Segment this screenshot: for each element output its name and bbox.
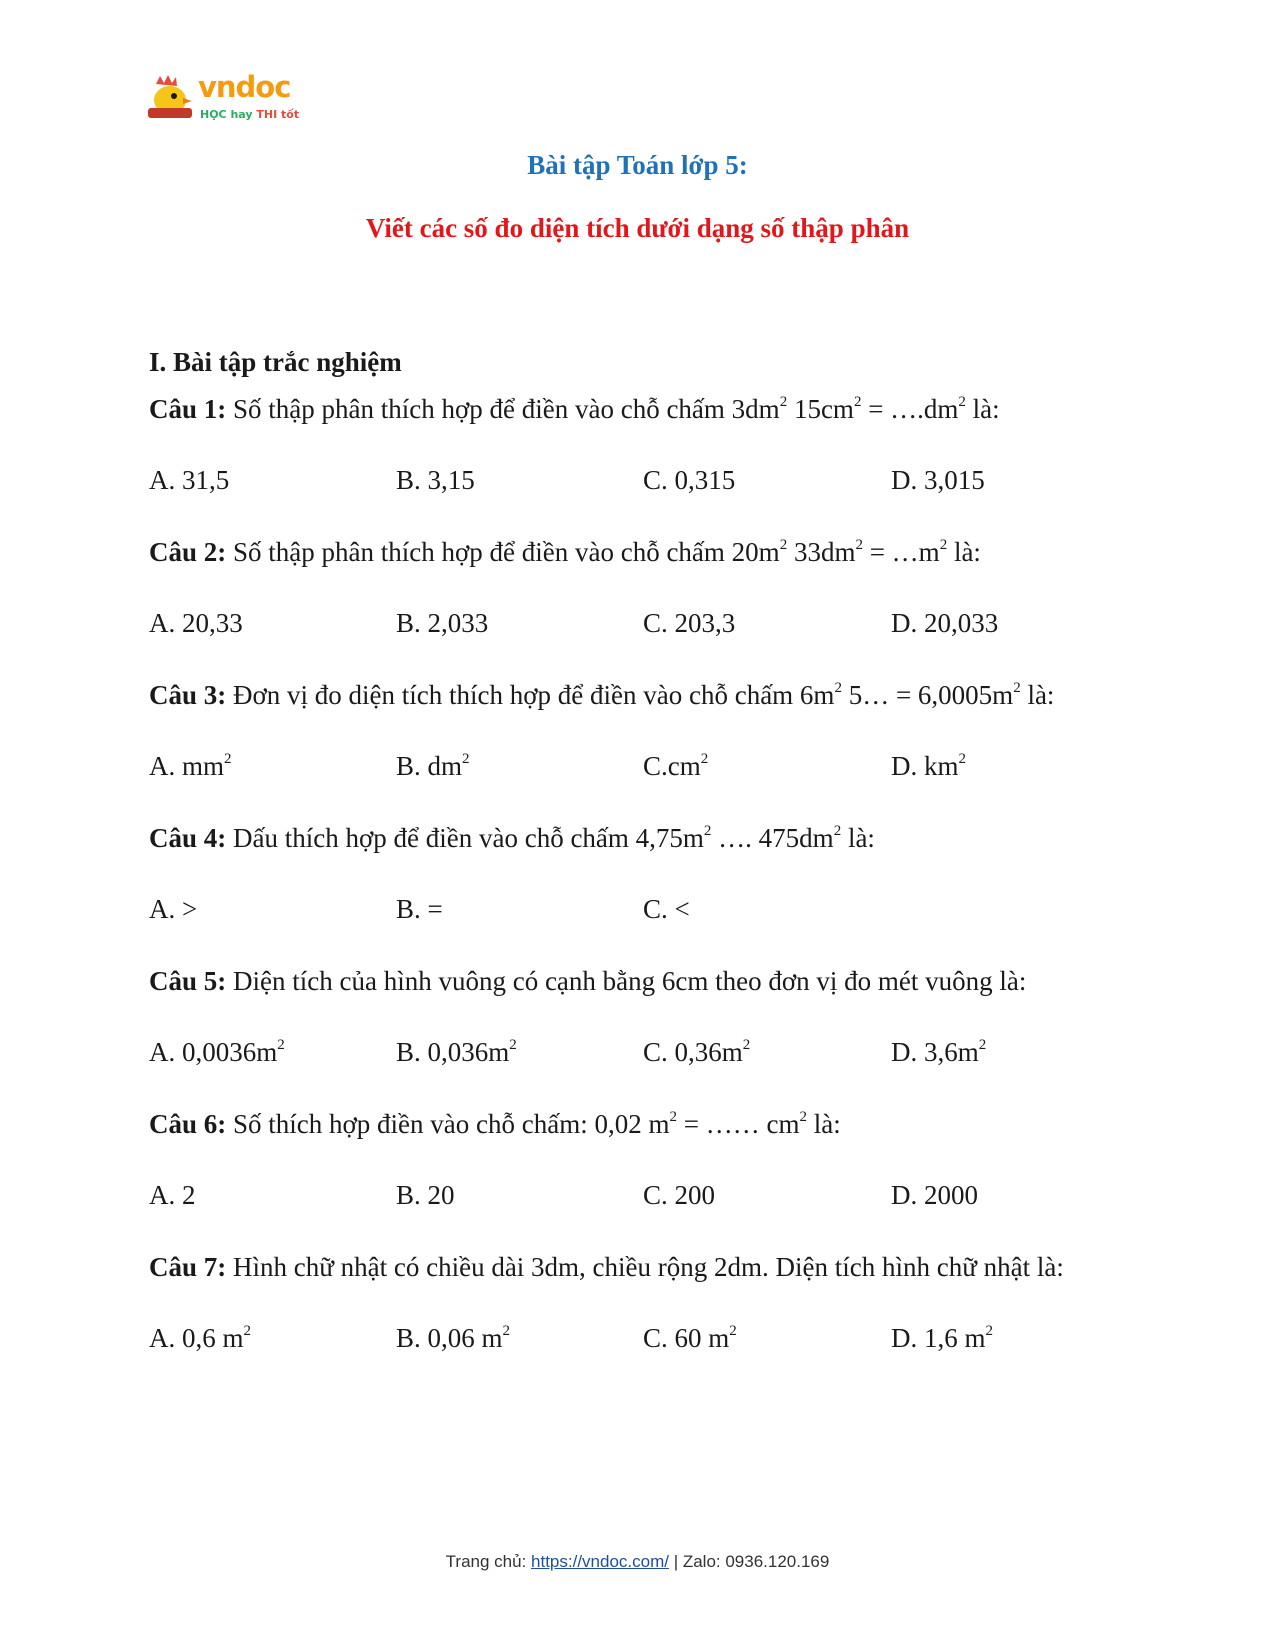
answer-option [643,465,735,496]
superscript: 2 [985,1323,993,1339]
question-1 [149,394,1000,425]
superscript: 2 [833,823,842,839]
option-text: C. 203,3 [643,608,736,638]
superscript: 2 [243,1323,251,1339]
page-title: Bài tập Toán lớp 5: [527,150,748,180]
answer-option [396,1323,510,1354]
option-text: C. 0,315 [643,465,736,495]
answer-option [643,608,735,639]
superscript: 2 [834,680,842,696]
question-text: Số thập phân thích hợp để điền vào chỗ chấm 20m [226,537,780,567]
superscript: 2 [779,394,788,410]
option-text: C. 60 m [643,1323,730,1353]
superscript: 2 [224,751,232,767]
superscript: 2 [277,1037,285,1053]
answer-option [396,608,488,639]
answer-option [149,1037,285,1068]
question-label: Câu 2: [149,537,227,567]
question-text: = …m [862,537,940,567]
superscript: 2 [939,537,948,553]
option-text: B. 2,033 [396,608,489,638]
answer-option [149,751,232,782]
answer-option [396,465,475,496]
superscript: 2 [779,537,788,553]
question-label: Câu 4: [149,823,227,853]
superscript: 2 [703,823,712,839]
question-text: Số thập phân thích hợp để điền vào chỗ chấm 3dm [226,394,780,424]
question-label: Câu 1: [149,394,227,424]
question-text: Dấu thích hợp để điền vào chỗ chấm 4,75m [226,823,704,853]
page-subtitle: Viết các số đo diện tích dưới dạng số thập phân [365,213,910,243]
option-text: C.cm [643,751,701,781]
option-text: B. dm [396,751,463,781]
question-text: …. 475dm [711,823,834,853]
question-text: 33dm [787,537,856,567]
vndoc-logo [146,70,306,126]
answer-option [643,1037,750,1068]
answer-option [149,1180,196,1211]
option-text: A. 2 [149,1180,196,1210]
answer-option [891,608,998,639]
question-3 [149,680,1054,711]
footer [0,1552,1275,1572]
answer-option [149,894,197,925]
logo-tagline: HỌC hay THI tốt [200,108,300,121]
logo-wordmark: vndoc [198,70,291,104]
question-label: Câu 7: [149,1252,227,1282]
question-text: là: [947,537,981,567]
option-text: B. 3,15 [396,465,475,495]
question-text: = …… cm [676,1109,800,1139]
superscript: 2 [855,537,863,553]
option-text: A. 0,6 m [149,1323,244,1353]
question-label: Câu 5: [149,966,227,996]
answer-option [643,751,708,782]
question-text: 5… = 6,0005m [841,680,1014,710]
option-text: B. 0,036m [396,1037,510,1067]
option-text: A. 0,0036m [149,1037,278,1067]
answer-option [891,1180,978,1211]
option-text: B. = [396,894,443,924]
superscript: 2 [700,751,709,767]
superscript: 2 [502,1323,511,1339]
option-text: D. 1,6 m [891,1323,986,1353]
question-label: Câu 6: [149,1109,227,1139]
option-text: A. mm [149,751,225,781]
option-text: C. < [643,894,690,924]
superscript: 2 [462,751,470,767]
question-text: là: [841,823,875,853]
superscript: 2 [742,1037,751,1053]
question-text: 15cm [787,394,854,424]
footer-contact: | Zalo: 0936.120.169 [668,1552,830,1571]
answer-option [643,1323,737,1354]
option-text: A. 20,33 [149,608,243,638]
option-text: D. km [891,751,959,781]
answer-option [396,894,443,925]
answer-option [149,465,229,496]
question-text: = ….dm [861,394,959,424]
question-text: là: [1020,680,1055,710]
option-text: D. 3,015 [891,465,985,495]
option-text: A. > [149,894,198,924]
question-label: Câu 3: [149,680,227,710]
superscript: 2 [853,394,862,410]
answer-option [643,894,690,925]
question-4 [149,823,875,854]
answer-option [149,1323,251,1354]
option-text: C. 0,36m [643,1037,743,1067]
superscript: 2 [669,1109,677,1125]
superscript: 2 [1013,680,1021,696]
footer-prefix: Trang chủ: [445,1552,532,1571]
answer-option [643,1180,715,1211]
question-text: Số thích hợp điền vào chỗ chấm: 0,02 m [226,1109,670,1139]
option-text: D. 3,6m [891,1037,979,1067]
answer-option [891,1037,986,1068]
superscript: 2 [958,751,966,767]
option-text: D. 2000 [891,1180,978,1210]
question-5 [149,966,1026,997]
chicken-mascot-icon [146,74,196,122]
question-text: là: [806,1109,841,1139]
option-text: A. 31,5 [149,465,230,495]
superscript: 2 [958,394,966,410]
superscript: 2 [978,1037,987,1053]
question-2 [149,537,981,568]
superscript: 2 [729,1323,737,1339]
answer-option [396,751,470,782]
question-text: Hình chữ nhật có chiều dài 3dm, chiều rộng 2dm. Diện tích hình chữ nhật là: [226,1252,1064,1282]
answer-option [891,751,966,782]
answer-option [396,1037,517,1068]
question-text: Diện tích của hình vuông có cạnh bằng 6cm theo đơn vị đo mét vuông là: [226,966,1027,996]
option-text: B. 20 [396,1180,455,1210]
question-text: là: [965,394,1000,424]
question-text: Đơn vị đo diện tích thích hợp để điền vào chỗ chấm 6m [226,680,835,710]
answer-option [396,1180,455,1211]
section-title: I. Bài tập trắc nghiệm [149,347,402,377]
option-text: B. 0,06 m [396,1323,503,1353]
answer-option [149,608,243,639]
option-text: D. 20,033 [891,608,999,638]
option-text: C. 200 [643,1180,716,1210]
answer-option [891,1323,993,1354]
question-6 [149,1109,841,1140]
question-7 [149,1252,1064,1283]
answer-option [891,465,985,496]
superscript: 2 [799,1109,807,1125]
homepage-link[interactable]: https://vndoc.com/ [531,1552,669,1571]
superscript: 2 [509,1037,517,1053]
